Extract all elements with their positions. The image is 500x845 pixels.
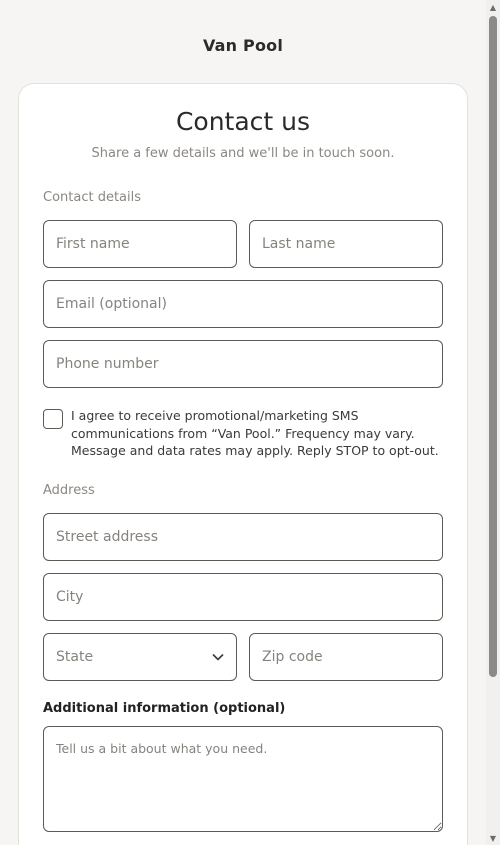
zip-code-input[interactable] (249, 633, 443, 681)
page-title: Contact us (175, 107, 311, 136)
scroll-thumb[interactable] (489, 16, 497, 677)
street-address-input[interactable] (43, 513, 443, 561)
phone-input[interactable] (43, 340, 443, 388)
sms-consent-text: I agree to receive promotional/marketing SMS communications from “Van Pool.” Frequency may vary. Message and data rates may apply. Reply STOP to opt-out. (71, 408, 439, 458)
scroll-up-arrow-icon[interactable]: ▲ (489, 2, 497, 12)
page-subtitle: Share a few details and we'll be in touch soon. (91, 146, 395, 161)
additional-info-label: Additional information (optional) (43, 701, 286, 716)
additional-info-textarea[interactable] (43, 726, 443, 832)
chevron-down-icon (212, 651, 224, 663)
city-input[interactable] (43, 573, 443, 621)
page-scrollbar[interactable] (486, 0, 500, 845)
last-name-input[interactable] (249, 220, 443, 268)
first-name-input[interactable] (43, 220, 237, 268)
state-select-value: State (56, 649, 94, 665)
sms-consent-checkbox[interactable] (43, 409, 63, 429)
scroll-down-arrow-icon[interactable]: ▼ (489, 833, 497, 843)
state-select[interactable] (43, 633, 237, 681)
email-input[interactable] (43, 280, 443, 328)
address-label: Address (43, 483, 95, 498)
contact-details-label: Contact details (43, 190, 142, 205)
brand-name: Van Pool (202, 36, 284, 55)
